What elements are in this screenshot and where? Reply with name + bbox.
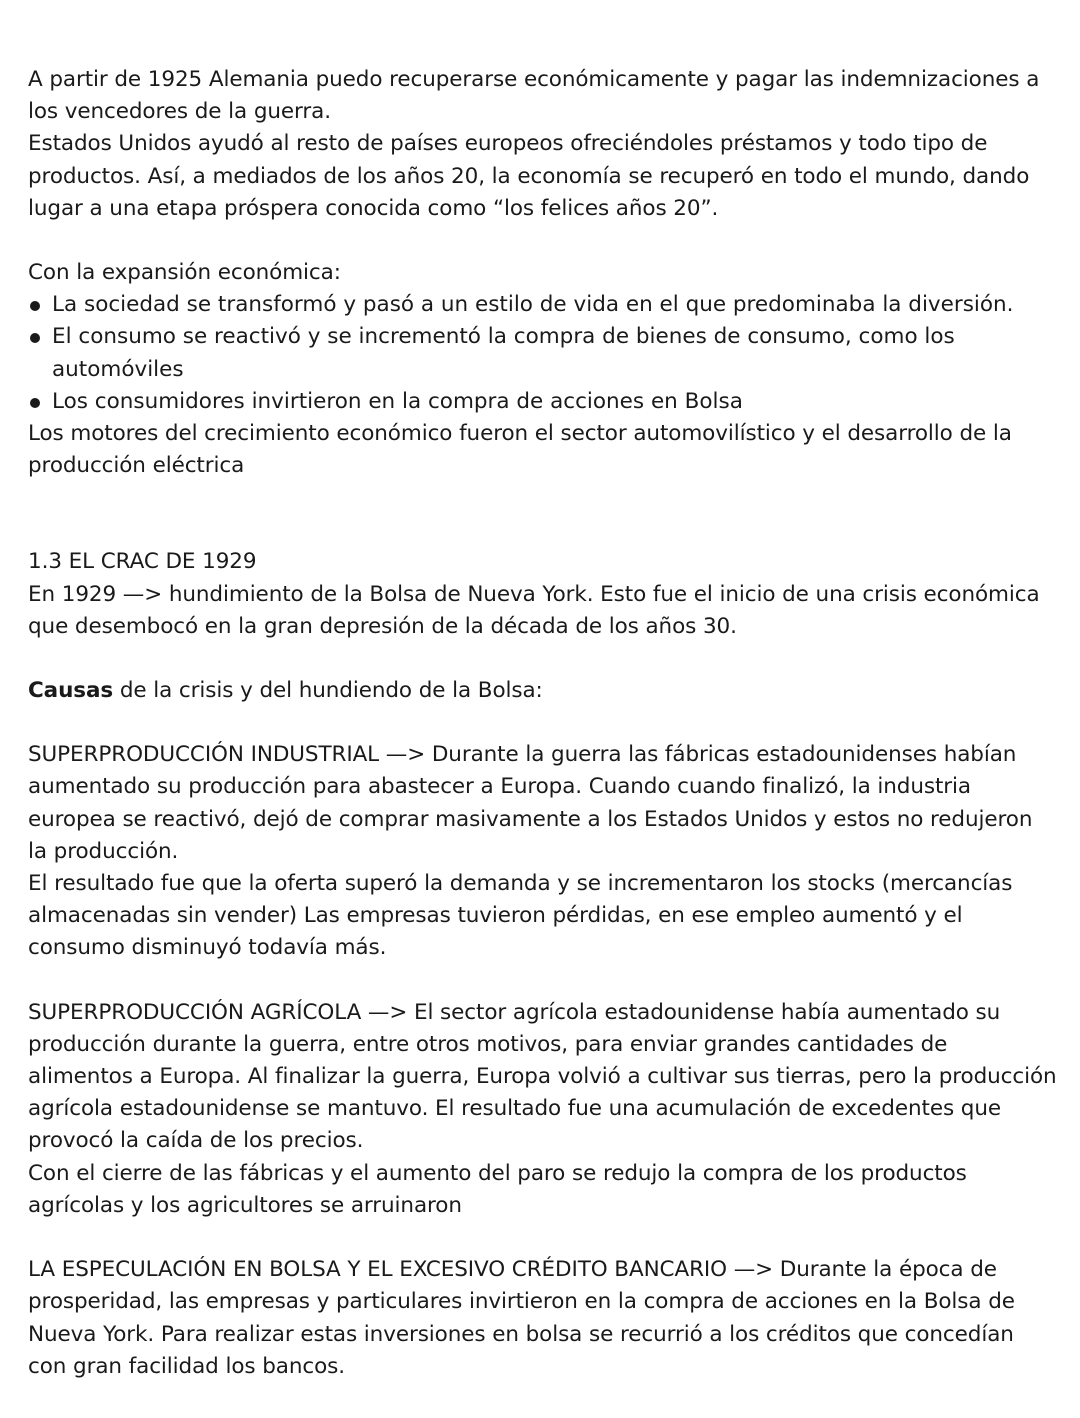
causes-heading <box>28 675 1058 707</box>
list-item-text: La sociedad se transformó y pasó a un estilo de vida en el que predominaba la diversión. <box>52 292 1014 318</box>
industrial-paragraph-2: El resultado fue que la oferta superó la demanda y se incrementaron los stocks (mercancías almacenadas sin vender) Las empresas tuvieron pérdidas, en ese empleo aumentó y el consumo disminuyó todavía más. <box>28 871 1013 961</box>
document-page <box>28 64 1058 1383</box>
expansion-list <box>28 289 1058 418</box>
list-item <box>28 386 1058 418</box>
expansion-heading: Con la expansión económica: <box>28 260 341 286</box>
intro-paragraph-2: Estados Unidos ayudó al resto de países europeos ofreciéndoles préstamos y todo tipo de productos. Así, a mediados de los años 20, la economía se recuperó en todo el mundo, dando lugar a una etapa próspera conocida como “los felices años 20”. <box>28 131 1030 221</box>
causes-label-bold: Causas <box>28 678 114 704</box>
bullet-icon <box>30 301 40 311</box>
especulacion-paragraph: LA ESPECULACIÓN EN BOLSA Y EL EXCESIVO CRÉDITO BANCARIO —> Durante la época de prosperidad, las empresas y particulares invirtieron en la compra de acciones en la Bolsa de Nueva York. Para realizar estas inversiones en bolsa se recurrió a los créditos que concedían con gran facilidad los bancos. <box>28 1257 1015 1379</box>
agricola-paragraph-1: SUPERPRODUCCIÓN AGRÍCOLA —> El sector agrícola estadounidense había aumentado su producción durante la guerra, entre otros motivos, para enviar grandes cantidades de alimentos a Europa. Al finalizar la guerra, Europa volvió a cultivar sus tierras, pero la producción agrícola estadounidense se mantuvo. El resultado fue una acumulación de excedentes que provocó la caída de los precios. <box>28 999 1057 1154</box>
list-item <box>28 289 1058 321</box>
section-intro: En 1929 —> hundimiento de la Bolsa de Nueva York. Esto fue el inicio de una crisis económica que desembocó en la gran depresión de la década de los años 30. <box>28 581 1040 639</box>
list-item-text: El consumo se reactivó y se incrementó la compra de bienes de consumo, como los automóviles <box>52 324 955 382</box>
bullet-icon <box>30 333 40 343</box>
expansion-closing: Los motores del crecimiento económico fueron el sector automovilístico y el desarrollo de la producción eléctrica <box>28 421 1012 479</box>
causes-label-rest: de la crisis y del hundiendo de la Bolsa: <box>113 678 543 704</box>
list-item <box>28 321 1058 385</box>
intro-paragraph-1: A partir de 1925 Alemania puedo recuperarse económicamente y pagar las indemnizaciones a los vencedores de la guerra. <box>28 67 1040 125</box>
bullet-icon <box>30 398 40 408</box>
industrial-paragraph-1: SUPERPRODUCCIÓN INDUSTRIAL —> Durante la guerra las fábricas estadounidenses habían aumentado su producción para abastecer a Europa. Cuando cuando finalizó, la industria europea se reactivó, dejó de comprar masivamente a los Estados Unidos y estos no redujeron la producción. <box>28 742 1033 864</box>
agricola-paragraph-2: Con el cierre de las fábricas y el aumento del paro se redujo la compra de los productos agrícolas y los agricultores se arruinaron <box>28 1160 967 1218</box>
section-title: 1.3 EL CRAC DE 1929 <box>28 549 257 575</box>
list-item-text: Los consumidores invirtieron en la compra de acciones en Bolsa <box>52 388 743 414</box>
